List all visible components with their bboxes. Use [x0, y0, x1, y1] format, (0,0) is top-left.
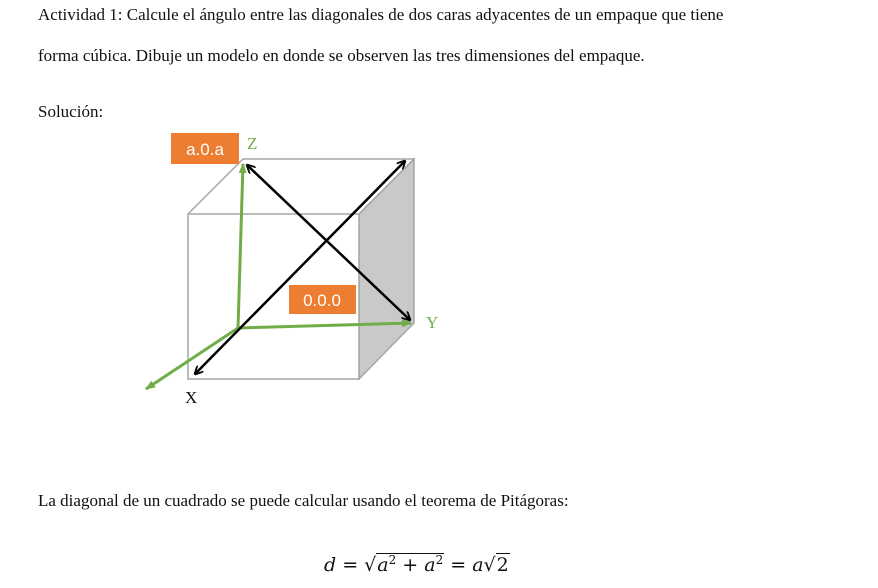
formula-a1: a — [377, 554, 389, 576]
radicand-1 — [376, 553, 444, 576]
axis-y-label: Y — [426, 313, 439, 332]
formula-sqrt-2 — [484, 553, 510, 577]
formula-a2: a — [424, 554, 436, 576]
formula-sqrt-1 — [364, 548, 444, 577]
formula-two: 2 — [496, 554, 509, 576]
formula-equals-1: = — [336, 554, 365, 576]
diagonal-formula — [324, 548, 510, 577]
radical-sign-1: √ — [364, 554, 377, 576]
formula-plus: + — [396, 554, 425, 576]
solution-heading: Solución: — [38, 102, 104, 121]
formula-power-2: 2 — [435, 553, 444, 567]
formula-power-1: 2 — [388, 553, 397, 567]
axis-x-label: X — [185, 388, 198, 407]
cube-side-face — [359, 159, 414, 379]
formula-equals-2: = — [444, 554, 473, 576]
label-origin-text: 0.0.0 — [303, 291, 341, 310]
radicand-2 — [496, 553, 510, 576]
activity-statement-line-2: forma cúbica. Dibuje un modelo en donde se observen las tres dimensiones del empaque. — [38, 46, 645, 65]
formula-d: d — [324, 554, 337, 576]
pythagoras-sentence: La diagonal de un cuadrado se puede calcular usando el teorema de Pitágoras: — [38, 491, 569, 510]
formula-a3: a — [472, 554, 484, 576]
radical-sign-2: √ — [483, 554, 496, 576]
label-top-text: a.0.a — [186, 140, 224, 159]
axis-z-label: Z — [247, 134, 258, 153]
activity-statement-line-1: Actividad 1: Calcule el ángulo entre las diagonales de dos caras adyacentes de un empaque que tiene — [38, 5, 724, 24]
